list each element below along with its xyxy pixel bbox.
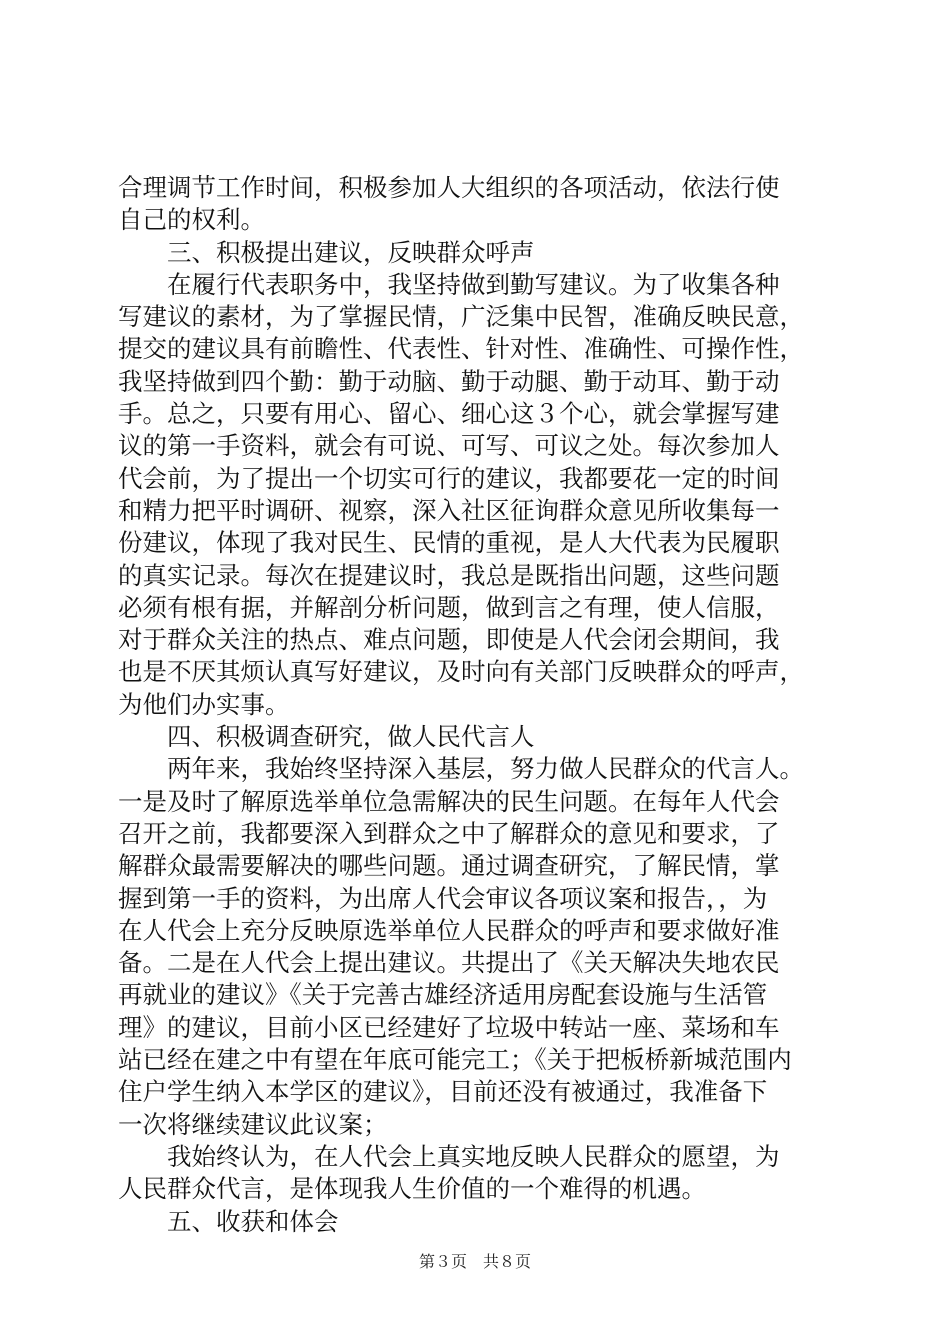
text-line: 手。总之，只要有用心、留心、细心这３个心，就会掌握写建 [118, 399, 780, 429]
text-line: 必须有根有据，并解剖分析问题，做到言之有理，使人信服， [118, 592, 780, 622]
text-line: 我始终认为，在人代会上真实地反映人民群众的愿望，为 [118, 1141, 780, 1171]
text-line: 提交的建议具有前瞻性、代表性、针对性、准确性、可操作性， [118, 334, 804, 364]
text-line: 也是不厌其烦认真写好建议，及时向有关部门反映群众的呼声， [118, 657, 804, 687]
text-line: 一次将继续建议此议案； [118, 1109, 388, 1139]
text-line: 份建议，体现了我对民生、民情的重视，是人大代表为民履职 [118, 528, 780, 558]
section-heading: 三、积极提出建议，反映群众呼声 [118, 237, 535, 267]
text-line: 写建议的素材，为了掌握民情，广泛集中民智，准确反映民意， [118, 302, 804, 332]
text-line: 在履行代表职务中，我坚持做到勤写建议。为了收集各种 [118, 269, 780, 299]
text-line: 住户学生纳入本学区的建议》，目前还没有被通过，我准备下 [118, 1077, 768, 1107]
text-line: 站已经在建之中有望在年底可能完工；《关于把板桥新城范围内 [118, 1045, 792, 1075]
text-line: 解群众最需要解决的哪些问题。通过调查研究，了解民情，掌 [118, 851, 780, 881]
text-line: 人民群众代言，是体现我人生价值的一个难得的机遇。 [118, 1174, 706, 1204]
text-line: 在人代会上充分反映原选举单位人民群众的呼声和要求做好准 [118, 915, 780, 945]
section-heading: 五、收获和体会 [118, 1206, 339, 1236]
document-body [118, 172, 838, 1238]
text-line: 理》的建议，目前小区已经建好了垃圾中转站一座、菜场和车 [118, 1012, 780, 1042]
text-line: 自己的权利。 [118, 205, 265, 235]
text-line: 两年来，我始终坚持深入基层，努力做人民群众的代言人。 [118, 754, 804, 784]
text-line: 合理调节工作时间，积极参加人大组织的各项活动，依法行使 [118, 173, 780, 202]
section-heading: 四、积极调查研究，做人民代言人 [118, 722, 535, 752]
text-line: 一是及时了解原选举单位急需解决的民生问题。在每年人代会 [118, 786, 780, 816]
text-line: 和精力把平时调研、视察，深入社区征询群众意见所收集每一 [118, 495, 780, 525]
text-line: 备。二是在人代会上提出建议。共提出了《关天解决失地农民 [118, 948, 780, 978]
text-line: 议的第一手资料，就会有可说、可写、可议之处。每次参加人 [118, 431, 780, 461]
text-line: 我坚持做到四个勤：勤于动脑、勤于动腿、勤于动耳、勤于动 [118, 366, 780, 396]
text-line: 对于群众关注的热点、难点问题，即使是人代会闭会期间，我 [118, 625, 780, 655]
text-line: 的真实记录。每次在提建议时，我总是既指出问题，这些问题 [118, 560, 780, 590]
text-line: 召开之前，我都要深入到群众之中了解群众的意见和要求，了 [118, 818, 780, 848]
text-line: 握到第一手的资料，为出席人代会审议各项议案和报告，，为 [118, 883, 768, 913]
text-line: 代会前，为了提出一个切实可行的建议，我都要花一定的时间 [118, 463, 780, 493]
text-line: 再就业的建议》《关于完善古雄经济适用房配套设施与生活管 [118, 980, 768, 1010]
text-line: 为他们办实事。 [118, 689, 290, 719]
page-number-footer: 第３页 共８页 [418, 1252, 531, 1271]
